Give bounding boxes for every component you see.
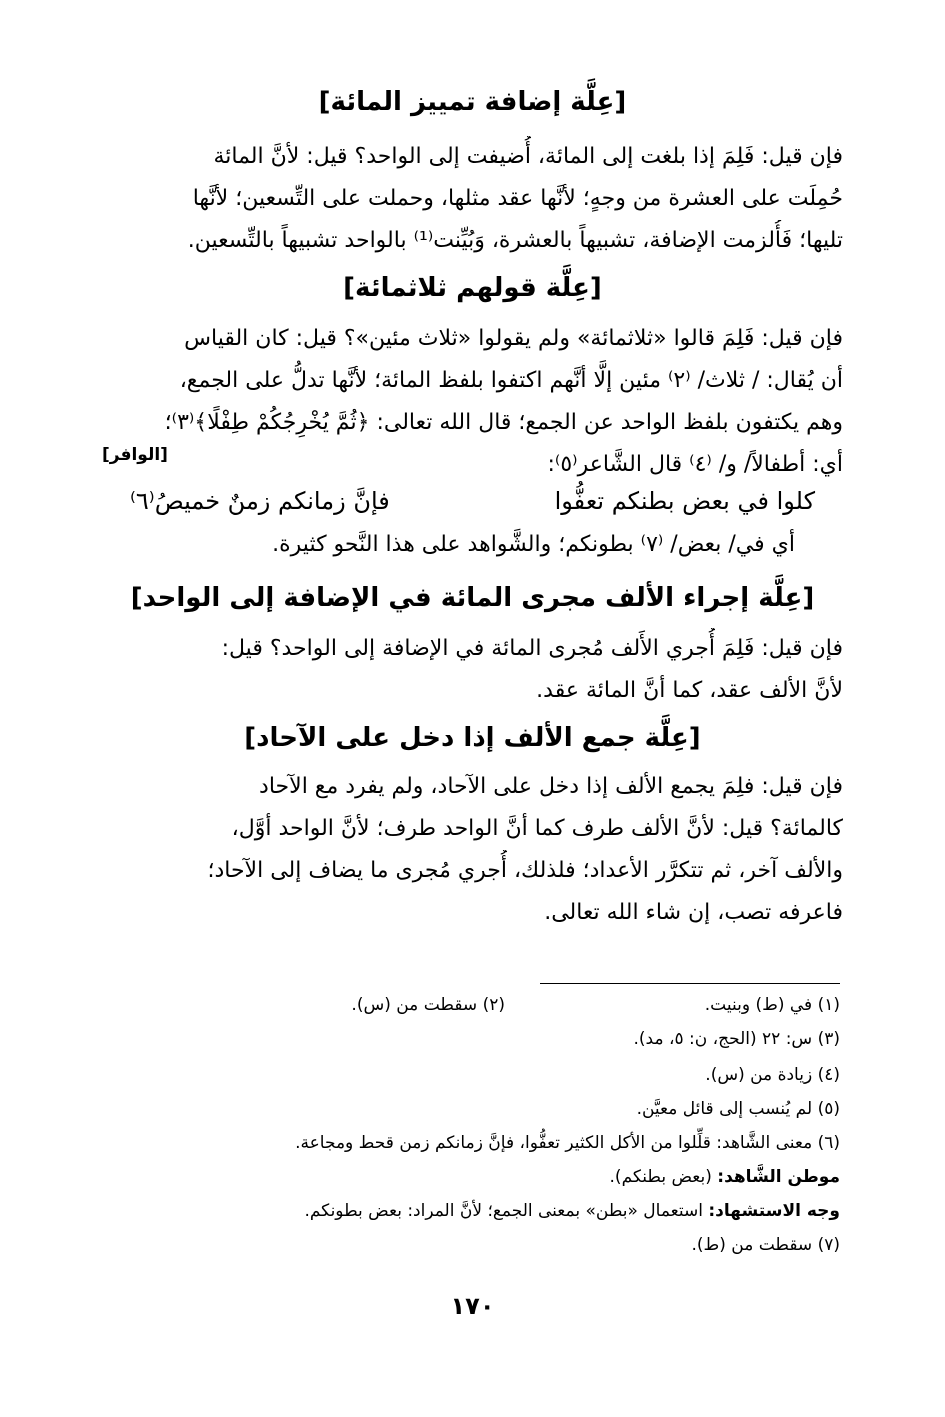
verse-explanation: [102, 524, 795, 566]
footnote-label: موطن الشَّاهد:: [717, 1167, 840, 1187]
paragraph-line: فاعرفه تصب، إن شاء الله تعالى.: [544, 900, 843, 925]
footnote-text: استعمال «بطن» بمعنى الجمع؛ لأنَّ المراد: بعض بطونكم.: [304, 1201, 703, 1221]
poetic-meter-label: [الوافر]: [102, 445, 168, 465]
footnote-3: (٣) س: ٢٢ (الحج، ن: ٥، مد).: [633, 1029, 840, 1049]
paragraph-line: حُمِلَت على العشرة من وجهٍ؛ لأنَّها عقد مثلها، وحملت على التِّسعين؛ لأنَّها: [192, 186, 843, 211]
section-paragraph-4: [102, 766, 843, 934]
paragraph-line: فإن قيل: فَلِمَ قالوا «ثلاثمائة» ولم يقولوا «ثلاث مئين»؟ قيل: كان القياس: [184, 326, 843, 351]
section-heading-2: [عِلَّة قولهم ثلاثمائة]: [343, 273, 602, 303]
footnote-6: (٦) معنى الشَّاهد: قلِّلوا من الأكل الكثير تعفُّوا، فإنَّ زمانكم زمن قحط ومجاعة.: [295, 1133, 840, 1153]
page-number: ١٧٠: [450, 1292, 495, 1320]
footnote-5: (٥) لم يُنسب إلى قائل معيَّن.: [636, 1099, 840, 1119]
footnote-text: (بعض بطنكم).: [609, 1167, 712, 1187]
footnote-4: (٤) زيادة من (س).: [705, 1065, 840, 1085]
paragraph-line: تليها؛ فَأُلزمت الإضافة، تشبيهاً بالعشرة، وَبُيِّنت⁽¹⁾ بالواحد تشبيهاً بالتِّسعين.: [187, 228, 843, 253]
verse-first-hemistich: كلوا في بعض بطنكم تعفُّوا: [554, 487, 815, 515]
paragraph-line: فإن قيل: فَلِمَ إذا بلغت إلى المائة، أُضيفت إلى الواحد؟ قيل: لأنَّ المائة: [213, 144, 843, 169]
footnote-divider: [540, 983, 840, 984]
section-heading-3: [عِلَّة إجراء الألف مجرى المائة في الإضافة إلى الواحد]: [130, 583, 815, 613]
section-heading-1: [عِلَّة إضافة تمييز المائة]: [318, 87, 627, 117]
paragraph-line: كالمائة؟ قيل: لأنَّ الألف طرف كما أنَّ الواحد طرف؛ لأنَّ الواحد أوَّل،: [231, 816, 843, 841]
section-paragraph-2: [102, 318, 843, 486]
verse-second-hemistich: فإنَّ زمانكم زمنٌ خميصُ⁽٦⁾: [130, 487, 390, 515]
paragraph-line: أي في/ بعض/ ⁽٧⁾ بطونكم؛ والشَّواهد على هذا النَّحو كثيرة.: [272, 532, 795, 557]
paragraph-line: أن يُقال: / ثلاث/ ⁽٢⁾ مئين إلَّا أنَّهم اكتفوا بلفظ المائة؛ لأنَّها تدلُّ على الجمع،: [179, 368, 843, 393]
footnote-6-location: [610, 1162, 840, 1193]
paragraph-line: والألف آخر، ثم تتكرَّر الأعداد؛ فلذلك، أُجري مُجرى ما يضاف إلى الآحاد؛: [207, 858, 843, 883]
section-heading-4: [عِلَّة جمع الألف إذا دخل على الآحاد]: [244, 723, 701, 753]
paragraph-line: أي: أطفالاً/ و/ ⁽٤⁾ قال الشَّاعر⁽٥⁾:: [547, 452, 843, 477]
footnote-label: وجه الاستشهاد:: [708, 1201, 840, 1221]
paragraph-line: فإن قيل: فلِمَ يجمع الألف إذا دخل على الآحاد، ولم يفرد مع الآحاد: [259, 774, 843, 799]
section-paragraph-3: [102, 628, 843, 712]
section-paragraph-1: [102, 136, 843, 262]
footnote-7: (٧) سقطت من (ط).: [691, 1235, 840, 1255]
poetry-verse: [130, 480, 815, 522]
footnote-1: (١) في (ط) وبنيت.: [704, 995, 840, 1015]
footnote-2: (٢) سقطت من (س).: [351, 995, 505, 1015]
footnote-6-reason: [304, 1196, 840, 1227]
paragraph-line: وهم يكتفون بلفظ الواحد عن الجمع؛ قال الله تعالى: ﴿ثُمَّ يُخْرِجُكُمْ طِفْلًا﴾⁽٣⁾؛: [164, 410, 843, 435]
paragraph-line: فإن قيل: فَلِمَ أُجري الأَلف مُجرى المائة في الإضافة إلى الواحد؟ قيل:: [221, 636, 843, 661]
paragraph-line: لأنَّ الألف عقد، كما أنَّ المائة عقد.: [536, 678, 843, 703]
